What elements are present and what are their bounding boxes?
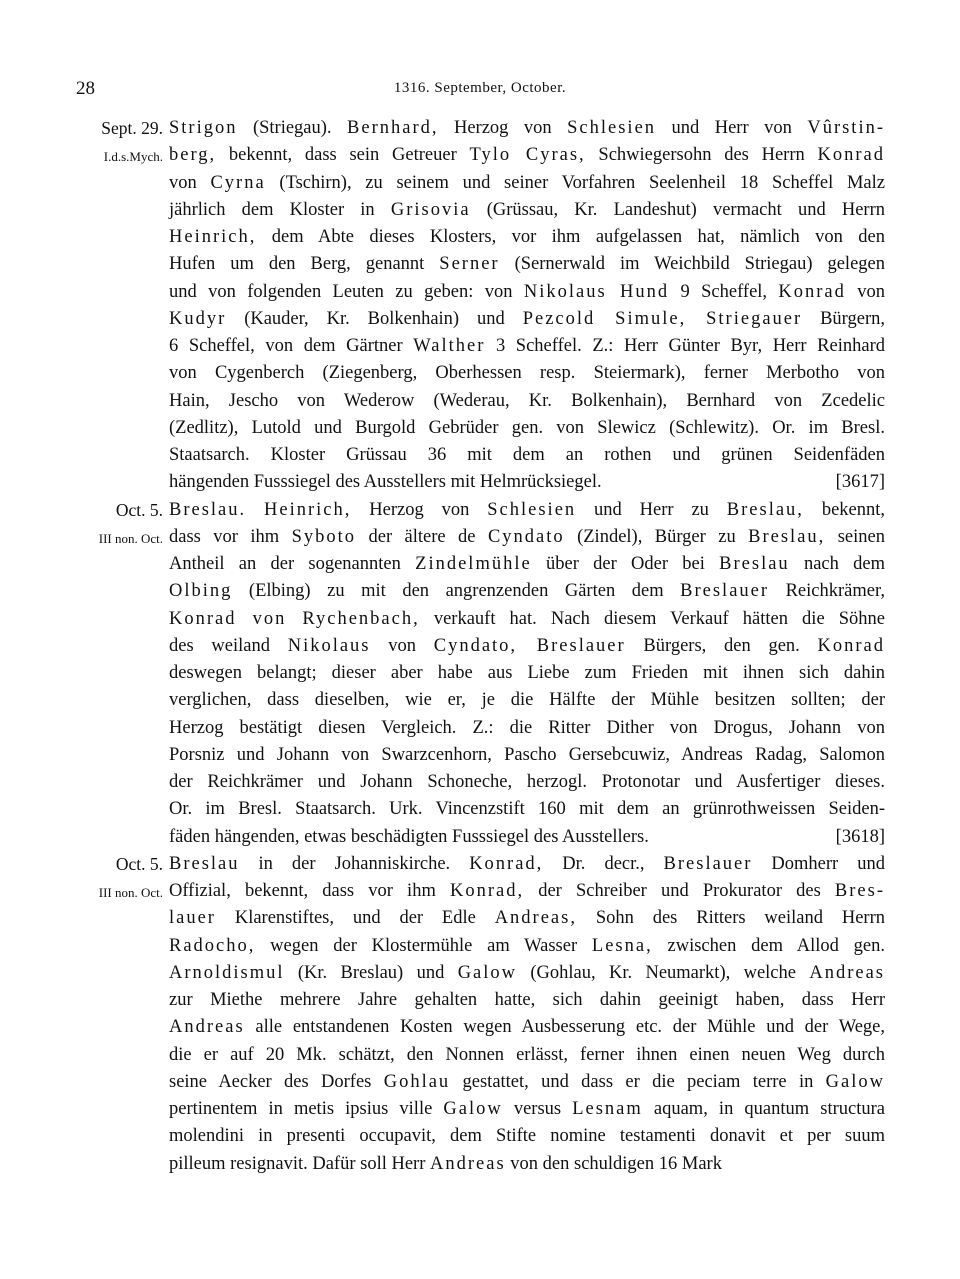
text-run: gestattet, und dass er die peciam terre in xyxy=(450,1071,826,1092)
text-run: und Herr von xyxy=(656,118,808,138)
margin-date: Oct. 5. xyxy=(115,499,163,520)
text-line xyxy=(0,716,960,743)
text-line xyxy=(0,579,960,606)
spaced-name: Walther xyxy=(413,336,486,356)
text-run: Herzog bestätigt diesen Vergleich. Z.: die Ritter Dither von Drogus, Johann von xyxy=(169,717,885,738)
text-run: von xyxy=(845,281,885,302)
spaced-name: Breslau xyxy=(169,853,240,874)
text-run: (Tschirn), zu seinem und seiner Vorfahren Seelenheil 18 Scheffel Malz xyxy=(265,172,885,193)
spaced-name: Arnoldismul xyxy=(169,962,285,983)
page-number: 28 xyxy=(76,78,95,99)
text-line xyxy=(0,334,960,361)
spaced-name: Breslauer xyxy=(663,853,753,874)
line-text xyxy=(169,961,885,985)
spaced-name: Vûrstin- xyxy=(807,118,885,138)
text-line xyxy=(0,607,960,634)
line-text xyxy=(169,579,885,603)
text-run: (Elbing) zu mit den angrenzenden Gärten dem xyxy=(232,581,681,602)
spaced-name: Breslau, xyxy=(726,499,804,520)
text-run: Dr. decr., xyxy=(543,853,664,874)
text-line xyxy=(0,307,960,334)
text-run: (Kauder, Kr. Bolkenhain) und xyxy=(226,308,523,329)
spaced-name: Bernhard, xyxy=(347,118,439,138)
spaced-name: Heinrich, xyxy=(169,227,257,247)
text-line xyxy=(0,443,960,470)
spaced-name: Nikolaus Hund xyxy=(523,281,670,302)
text-run: von Cygenberch (Ziegenberg, Oberhessen resp. Steiermark), ferner Merbotho von xyxy=(169,363,885,384)
spaced-name: Tylo Cyras, xyxy=(469,145,586,166)
spaced-name: Galow xyxy=(825,1071,885,1092)
text-run: deswegen belangt; dieser aber habe aus Liebe zum Frieden mit ihnen sich dahin xyxy=(169,663,885,683)
spaced-name: Schlesien xyxy=(567,118,657,138)
spaced-name: Breslauer xyxy=(680,581,770,602)
spaced-name: Lesnam xyxy=(572,1099,643,1119)
text-run: seinen xyxy=(825,526,885,547)
margin-feast-day: III non. Oct. xyxy=(98,530,163,546)
text-run: nach dem xyxy=(789,554,886,574)
line-text xyxy=(169,661,885,685)
line-text xyxy=(169,171,885,195)
text-line xyxy=(0,743,960,770)
spaced-name: Bres- xyxy=(834,881,885,901)
text-line xyxy=(0,634,960,661)
text-run: alle entstandenen Kosten wegen Ausbesserung etc. der Mühle und der Wege, xyxy=(244,1017,885,1038)
spaced-name: Konrad xyxy=(778,281,846,302)
line-text xyxy=(169,825,885,849)
line-text xyxy=(169,743,885,767)
line-text xyxy=(169,334,885,358)
text-line xyxy=(0,171,960,198)
line-text xyxy=(169,416,885,440)
entry xyxy=(0,116,960,498)
text-line xyxy=(0,470,960,497)
text-line xyxy=(0,198,960,225)
line-text xyxy=(169,525,885,549)
line-text xyxy=(169,252,885,276)
line-text xyxy=(169,770,885,794)
text-run: pertinentem in metis ipsius ville xyxy=(169,1099,444,1119)
text-run: bekennt, dass sein Getreuer xyxy=(216,145,470,166)
text-line xyxy=(0,961,960,988)
margin-date: Oct. 5. xyxy=(115,853,163,874)
text-run: bekennt, xyxy=(803,499,886,520)
spaced-name: Kudyr xyxy=(169,308,227,329)
spaced-name: Radocho, xyxy=(169,935,256,956)
spaced-name: Cyndato, Breslauer xyxy=(433,635,626,656)
spaced-name: Andreas xyxy=(430,1153,506,1174)
text-run: Herzog von xyxy=(438,118,568,138)
text-run: hängenden Fusssiegel des Ausstellers mit Helmrücksiegel. xyxy=(169,472,602,493)
text-run: Offizial, bekennt, dass vor ihm xyxy=(169,881,450,901)
text-run: seine Aecker des Dorfes xyxy=(169,1071,384,1092)
text-line xyxy=(0,906,960,933)
text-line xyxy=(0,852,960,879)
text-line xyxy=(0,116,960,143)
text-run: Porsniz und Johann von Swarzcenhorn, Pascho Gersebcuwiz, Andreas Radag, Salomon xyxy=(169,744,885,765)
spaced-name: Galow xyxy=(457,962,518,983)
text-line xyxy=(0,1015,960,1042)
page-header xyxy=(0,78,960,102)
text-line xyxy=(0,143,960,170)
text-run: Or. im Bresl. Staatsarch. Urk. Vincenzstift 160 mit dem an grünrothweissen Seiden- xyxy=(169,799,885,820)
text-run: von den schuldigen 16 Mark xyxy=(505,1153,722,1174)
text-line xyxy=(0,416,960,443)
spaced-name: berg, xyxy=(169,145,217,166)
text-run: Bürgern, xyxy=(802,308,885,329)
spaced-name: Konrad xyxy=(817,145,885,166)
text-run: und Herr zu xyxy=(576,499,727,520)
text-run: Domherr und xyxy=(752,853,885,874)
line-text xyxy=(169,634,885,658)
text-run: Hain, Jescho von Wederow (Wederau, Kr. Bolkenhain), Bernhard von Zcedelic xyxy=(169,390,885,411)
spaced-name: Schlesien xyxy=(487,499,577,520)
text-run: Herzog von xyxy=(351,499,488,520)
text-line xyxy=(0,252,960,279)
line-text xyxy=(169,607,885,631)
text-run: Staatsarch. Kloster Grüssau 36 mit dem an rothen und grünen Seidenfäden xyxy=(169,445,885,465)
document-body xyxy=(0,116,960,1179)
line-text xyxy=(169,1124,885,1148)
line-text xyxy=(169,879,885,903)
text-run: Antheil an der sogenannten xyxy=(169,554,416,574)
text-run: Reichkrämer, xyxy=(769,581,885,602)
text-run: (Gohlau, Kr. Neumarkt), welche xyxy=(517,962,810,983)
line-text xyxy=(169,552,885,576)
text-line xyxy=(0,389,960,416)
text-line xyxy=(0,498,960,525)
spaced-name: Cyndato xyxy=(487,526,565,547)
margin-feast-day: I.d.s.Mych. xyxy=(103,149,163,165)
text-run: dass vor ihm xyxy=(169,526,292,547)
line-text xyxy=(169,797,885,821)
spaced-name: Breslau. xyxy=(169,499,247,520)
text-run: des weiland xyxy=(169,635,288,656)
entry xyxy=(0,498,960,852)
line-text xyxy=(169,143,885,167)
text-run: der Schreiber und Prokurator des xyxy=(524,881,835,901)
text-line xyxy=(0,879,960,906)
spaced-name: Gohlau xyxy=(383,1071,451,1092)
spaced-name: Andreas, xyxy=(494,908,577,929)
line-text xyxy=(169,688,885,712)
line-text xyxy=(169,225,885,249)
spaced-name: Galow xyxy=(443,1099,503,1119)
spaced-name: Andreas xyxy=(169,1017,245,1038)
text-run: Bürgers, den gen. xyxy=(625,635,818,656)
spaced-name: Konrad, xyxy=(469,853,544,874)
spaced-name: Konrad xyxy=(817,635,885,656)
text-run: molendini in presenti occupavit, dem Stifte nomine testamenti donavit et per suum xyxy=(169,1126,885,1147)
text-run: (Kr. Breslau) und xyxy=(284,962,458,983)
line-text xyxy=(169,470,885,494)
text-run: der Reichkrämer und Johann Schoneche, herzogl. Protonotar und Ausfertiger dieses. xyxy=(169,772,885,792)
text-run: pilleum resignavit. Dafür soll Herr xyxy=(169,1153,430,1174)
line-text xyxy=(169,198,885,222)
text-run: (Grüssau, Kr. Landeshut) vermacht und Herrn xyxy=(470,199,885,220)
text-run: dem Abte dieses Klosters, vor ihm aufgelassen hat, nämlich von den xyxy=(256,227,885,247)
line-text xyxy=(169,906,885,930)
line-text xyxy=(169,280,885,304)
line-text xyxy=(169,716,885,740)
text-line xyxy=(0,225,960,252)
text-run: von xyxy=(370,635,434,656)
line-text xyxy=(169,934,885,958)
text-run: verglichen, dass dieselben, wie er, je die Hälfte der Mühle besitzen sollten; der xyxy=(169,690,885,711)
running-head: 1316. September, October. xyxy=(393,80,567,96)
text-line xyxy=(0,688,960,715)
text-run: von xyxy=(169,172,211,193)
spaced-name: Strigon xyxy=(169,118,238,138)
line-text xyxy=(169,1070,885,1094)
spaced-name: Pezcold Simule, Striegauer xyxy=(522,308,803,329)
text-run: jährlich dem Kloster in xyxy=(169,199,391,220)
text-run: (Zedlitz), Lutold und Burgold Gebrüder gen. von Slewicz (Schlewitz). Or. im Bresl. xyxy=(169,417,885,438)
text-run: (Sernerwald im Weichbild Striegau) gelegen xyxy=(499,254,885,275)
text-run: Klarenstiftes, und der Edle xyxy=(215,908,495,929)
line-text xyxy=(169,1043,885,1067)
text-run: 9 Scheffel, xyxy=(669,281,779,302)
line-text xyxy=(169,1015,885,1039)
text-run: (Striegau). xyxy=(237,118,348,138)
text-run: aquam, in quantum structura xyxy=(642,1099,885,1119)
text-run: über der Oder bei xyxy=(531,554,720,574)
text-run xyxy=(246,500,264,520)
spaced-name: Nikolaus xyxy=(287,635,371,656)
spaced-name: Syboto xyxy=(291,526,357,547)
spaced-name: Breslau xyxy=(719,554,790,574)
text-run: und von folgenden Leuten zu geben: von xyxy=(169,281,524,302)
text-line xyxy=(0,1070,960,1097)
line-text xyxy=(169,1152,885,1176)
margin-date: Sept. 29. xyxy=(101,118,163,138)
line-text xyxy=(169,1097,885,1121)
spaced-name: Serner xyxy=(439,254,500,275)
entry xyxy=(0,852,960,1179)
text-run: in der Johanniskirche. xyxy=(239,853,470,874)
text-line xyxy=(0,1097,960,1124)
text-line xyxy=(0,770,960,797)
text-run: wegen der Klostermühle am Wasser xyxy=(255,935,592,956)
line-text xyxy=(169,389,885,413)
line-text xyxy=(169,852,885,876)
spaced-name: Grisovia xyxy=(390,199,471,220)
text-run: Sohn des Ritters weiland Herrn xyxy=(576,908,885,929)
text-line xyxy=(0,552,960,579)
spaced-name: Olbing xyxy=(169,581,233,602)
text-line xyxy=(0,988,960,1015)
text-run: 3 Scheffel. Z.: Herr Günter Byr, Herr Reinhard xyxy=(485,336,885,356)
text-run: zwischen dem Allod gen. xyxy=(652,935,885,956)
text-run: fäden hängenden, etwas beschädigten Fusssiegel des Ausstellers. xyxy=(169,826,649,847)
text-line xyxy=(0,825,960,852)
spaced-name: lauer xyxy=(169,908,216,929)
text-line xyxy=(0,525,960,552)
text-run: Schwiegersohn des Herrn xyxy=(585,145,818,166)
spaced-name: Heinrich, xyxy=(264,499,352,520)
spaced-name: Konrad, xyxy=(449,881,525,901)
text-line xyxy=(0,797,960,824)
spaced-name: Andreas xyxy=(809,962,885,983)
spaced-name: Cyrna xyxy=(210,172,266,193)
text-run: Hufen um den Berg, genannt xyxy=(169,254,440,275)
line-text xyxy=(169,307,885,331)
text-line xyxy=(0,661,960,688)
margin-feast-day: III non. Oct. xyxy=(98,885,163,900)
document-number: [3618] xyxy=(835,826,885,847)
line-text xyxy=(169,988,885,1012)
text-line xyxy=(0,361,960,388)
line-text xyxy=(169,443,885,467)
text-run: (Zindel), Bürger zu xyxy=(564,526,749,547)
text-run: verkauft hat. Nach diesem Verkauf hätten die Söhne xyxy=(419,608,885,629)
document-number: [3617] xyxy=(835,472,885,493)
text-run: der ältere de xyxy=(356,526,488,547)
line-text xyxy=(169,498,885,522)
text-run: zur Miethe mehrere Jahre gehalten hatte, sich dahin geeinigt haben, dass Herr xyxy=(169,990,885,1010)
spaced-name: Zindelmühle xyxy=(415,554,532,574)
text-line xyxy=(0,934,960,961)
text-line xyxy=(0,280,960,307)
text-line xyxy=(0,1124,960,1151)
text-run: versus xyxy=(502,1099,573,1119)
text-run: 6 Scheffel, von dem Gärtner xyxy=(169,336,414,356)
text-line xyxy=(0,1043,960,1070)
line-text xyxy=(169,361,885,385)
text-line xyxy=(0,1152,960,1179)
line-text xyxy=(169,116,885,140)
spaced-name: Lesna, xyxy=(591,935,653,956)
spaced-name: Konrad von Rychenbach, xyxy=(169,608,420,629)
text-run: die er auf 20 Mk. schätzt, den Nonnen erlässt, ferner ihnen einen neuen Weg durch xyxy=(169,1044,885,1065)
spaced-name: Breslau, xyxy=(748,526,826,547)
